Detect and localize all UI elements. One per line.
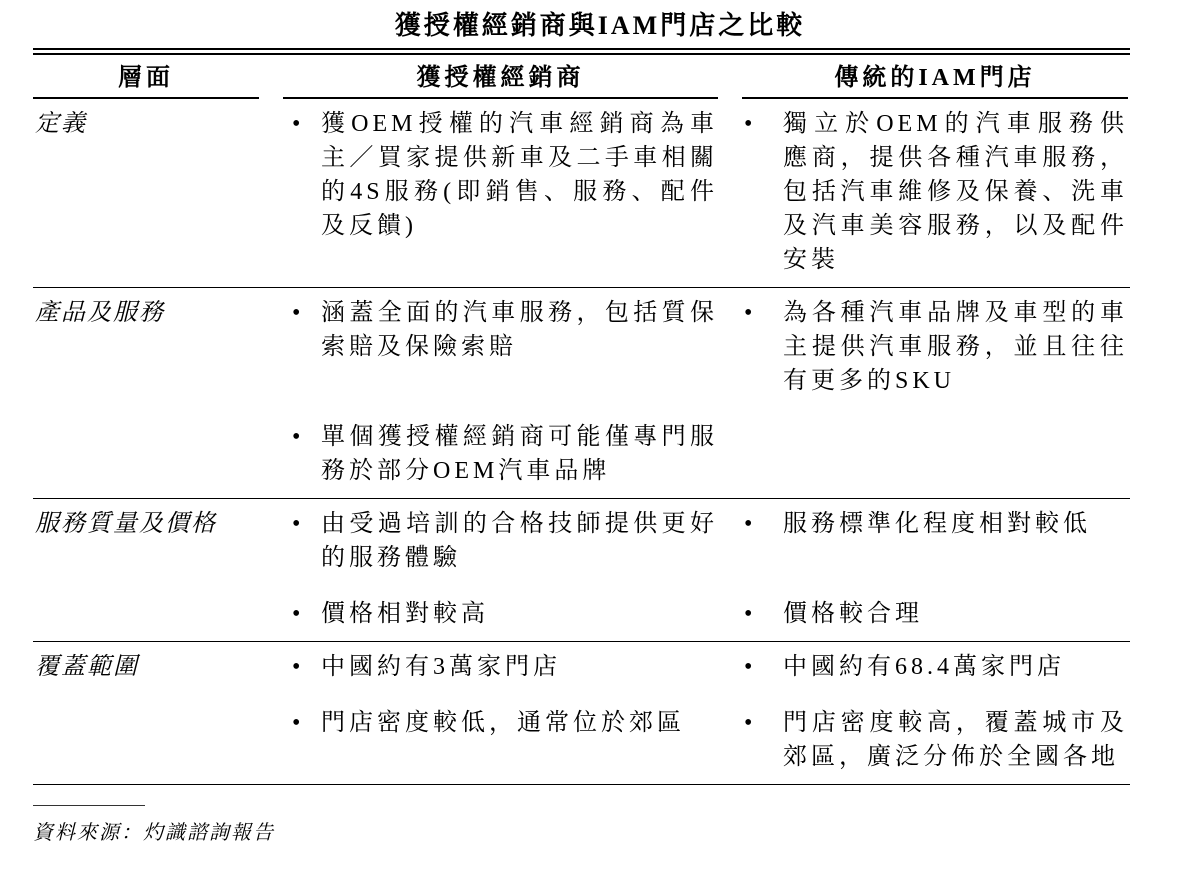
table-row-service-quality-price (33, 499, 1130, 642)
bullet-text: 價格較合理 (783, 601, 923, 627)
bullet-text: 價格相對較高 (321, 601, 489, 627)
iam-bullet-item (742, 296, 1128, 398)
table-header-row (33, 55, 1130, 99)
source-note: 資料來源：灼識諮詢報告 (33, 822, 275, 844)
table-row-products-services (33, 288, 1130, 499)
dealer-bullet-item (283, 107, 718, 277)
bullet-icon: • (292, 111, 301, 137)
dealer-bullet-item (283, 507, 718, 575)
page-title: 獲授權經銷商與IAM門店之比較 (394, 11, 806, 40)
dealer-bullet-item (283, 706, 718, 774)
bullet-icon: • (744, 654, 753, 680)
bullet-icon: • (292, 654, 301, 680)
bullet-text: 涵蓋全面的汽車服務，包括質保索賠及保險索賠 (321, 300, 718, 360)
bullet-icon: • (292, 601, 301, 627)
dealer-bullet-item (283, 296, 718, 398)
bullet-icon: • (744, 710, 753, 736)
row-label: 產品及服務 (35, 300, 165, 326)
bullet-text: 由受過培訓的合格技師提供更好的服務體驗 (321, 511, 718, 571)
column-header-iam: 傳統的IAM門店 (742, 55, 1128, 99)
bullet-text: 門店密度較低，通常位於郊區 (321, 710, 685, 736)
column-header-aspect: 層面 (33, 55, 259, 99)
iam-bullet-item (742, 507, 1128, 575)
dealer-bullet-item (283, 650, 718, 684)
iam-bullet-item (742, 706, 1128, 774)
dealer-bullet-item (283, 420, 718, 488)
table-row-coverage (33, 642, 1130, 785)
row-label: 服務質量及價格 (35, 511, 217, 537)
bullet-icon: • (292, 300, 301, 326)
bullet-text: 為各種汽車品牌及車型的車主提供汽車服務，並且往往有更多的SKU (783, 300, 1128, 394)
bullet-icon: • (292, 511, 301, 537)
comparison-table (33, 48, 1130, 785)
title-double-rule (33, 48, 1130, 55)
bullet-text: 獨立於OEM的汽車服務供應商，提供各種汽車服務，包括汽車維修及保養、洗車及汽車美容服務，以及配件安裝 (783, 111, 1128, 273)
row-label: 覆蓋範圍 (35, 654, 139, 680)
document-page (0, 10, 1200, 845)
bullet-text: 服務標準化程度相對較低 (783, 511, 1091, 537)
table-row-definition (33, 99, 1130, 288)
row-label: 定義 (35, 111, 87, 137)
bullet-text: 門店密度較高，覆蓋城市及郊區，廣泛分佈於全國各地 (783, 710, 1128, 770)
footnote-rule (33, 805, 145, 806)
bullet-icon: • (292, 424, 301, 450)
bullet-text: 中國約有68.4萬家門店 (783, 654, 1065, 680)
bullet-icon: • (744, 300, 753, 326)
dealer-bullet-item (283, 597, 718, 631)
iam-bullet-item (742, 597, 1128, 631)
bullet-text: 獲OEM授權的汽車經銷商為車主／買家提供新車及二手車相關的4S服務(即銷售、服務、配件及反饋) (321, 111, 718, 239)
bullet-icon: • (292, 710, 301, 736)
footnote (33, 805, 1200, 845)
bullet-icon: • (744, 111, 753, 137)
iam-bullet-item (742, 107, 1128, 277)
bullet-icon: • (744, 511, 753, 537)
column-header-dealer: 獲授權經銷商 (283, 55, 718, 99)
iam-bullet-item (742, 650, 1128, 684)
bullet-text: 單個獲授權經銷商可能僅專門服務於部分OEM汽車品牌 (321, 424, 718, 484)
bullet-text: 中國約有3萬家門店 (321, 654, 561, 680)
bullet-icon: • (744, 601, 753, 627)
